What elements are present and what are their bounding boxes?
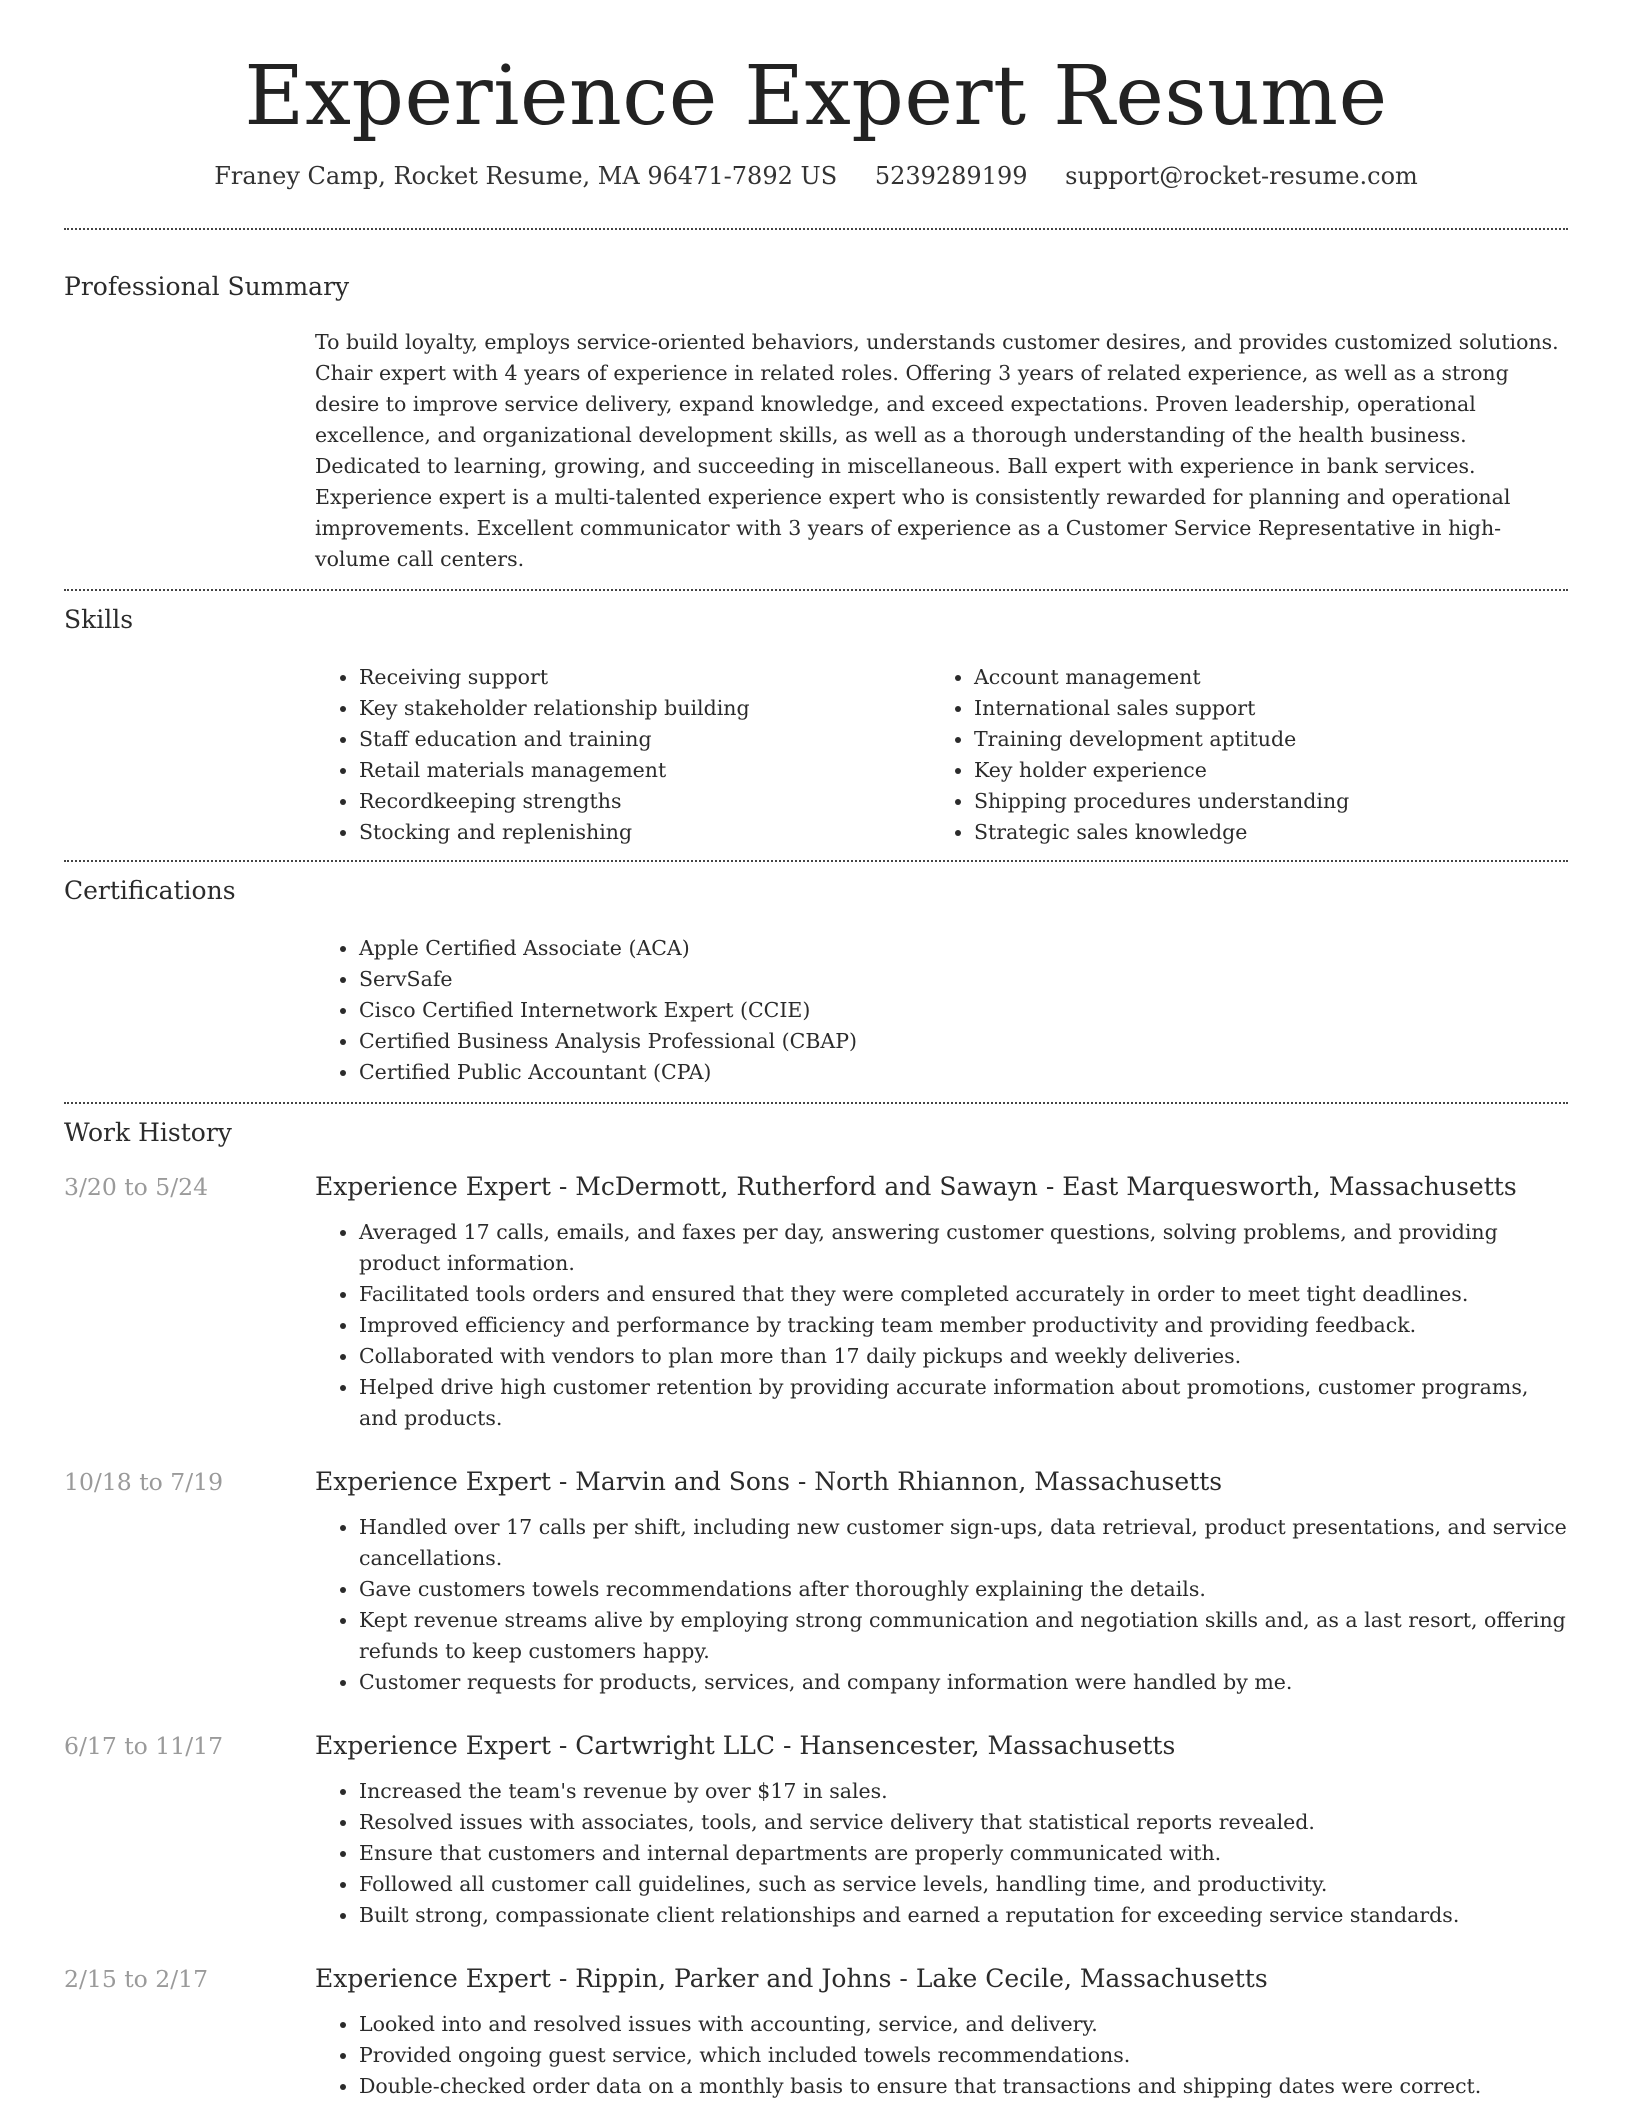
section-divider: [64, 860, 1568, 862]
job-bullet: • Looked into and resolved issues with accounting, service, and delivery.: [359, 2009, 1568, 2040]
contact-address: Franey Camp, Rocket Resume, MA 96471-7892 US: [214, 162, 838, 191]
skills-left-column: [315, 662, 930, 848]
skill-item: • Key holder experience: [974, 755, 1545, 786]
certification-item: • Apple Certified Associate (ACA): [359, 933, 1568, 964]
job-date: 3/20 to 5/24: [64, 1173, 209, 1202]
resume-title: Experience Expert Resume: [244, 49, 1388, 144]
certifications-list: [315, 933, 1568, 1088]
skill-item: • Stocking and replenishing: [359, 817, 930, 848]
job-bullet: • Double-checked order data on a monthly basis to ensure that transactions and shipping dates were correct.: [359, 2071, 1568, 2102]
certifications-section: [64, 876, 1568, 1088]
job-bullet: • Gave customers towels recommendations after thoroughly explaining the details.: [359, 1574, 1568, 1605]
section-divider: [64, 1102, 1568, 1104]
job-bullet: • Resolved issues with associates, tools, and service delivery that statistical reports revealed.: [359, 1807, 1568, 1838]
work-history-heading: Work History: [64, 1118, 232, 1148]
summary-section: [64, 272, 1568, 575]
resume-page: [64, 0, 1568, 2102]
job-bullet: • Helped drive high customer retention by providing accurate information about promotions, customer programs, and products.: [359, 1372, 1568, 1434]
skill-item: • Strategic sales knowledge: [974, 817, 1545, 848]
skill-item: • Shipping procedures understanding: [974, 786, 1545, 817]
section-divider: [64, 589, 1568, 591]
skills-right-list: [930, 662, 1545, 848]
job-bullet: • Built strong, compassionate client relationships and earned a reputation for exceeding service standards.: [359, 1900, 1568, 1931]
job-bullet: • Ensure that customers and internal departments are properly communicated with.: [359, 1838, 1568, 1869]
job-title: Experience Expert - Marvin and Sons - North Rhiannon, Massachusetts: [315, 1467, 1223, 1497]
job-bullet: • Increased the team's revenue by over $17 in sales.: [359, 1776, 1568, 1807]
certifications-heading: Certifications: [64, 876, 236, 906]
contact-phone: 5239289199: [874, 162, 1028, 191]
job-bullet: • Collaborated with vendors to plan more than 17 daily pickups and weekly deliveries.: [359, 1341, 1568, 1372]
job-bullet-list: [315, 1217, 1568, 1434]
job-bullet-list: [315, 2009, 1568, 2102]
job-bullet: • Kept revenue streams alive by employing strong communication and negotiation skills and, as a last resort, offering refunds to keep customers happy.: [359, 1605, 1568, 1667]
skill-item: • Training development aptitude: [974, 724, 1545, 755]
job-title: Experience Expert - Rippin, Parker and Johns - Lake Cecile, Massachusetts: [315, 1964, 1268, 1994]
job-bullet: • Customer requests for products, services, and company information were handled by me.: [359, 1667, 1568, 1698]
certification-item: • Cisco Certified Internetwork Expert (CCIE): [359, 995, 1568, 1026]
certification-item: • Certified Business Analysis Professional (CBAP): [359, 1026, 1568, 1057]
job-bullets: [315, 1776, 1568, 1931]
skill-item: • Staff education and training: [359, 724, 930, 755]
job-bullets: [315, 2009, 1568, 2102]
job-title: Experience Expert - McDermott, Rutherford and Sawayn - East Marquesworth, Massachusetts: [315, 1172, 1517, 1202]
skills-columns: [315, 662, 1568, 848]
summary-text: To build loyalty, employs service-oriented behaviors, understands customer desires, and provides customized solutions. Chair expert with 4 years of experience in related roles. Offering 3 years of related experience, as well as a strong desire to improve service delivery, expand knowledge, and exceed expectations. Proven leadership, operational excellence, and organizational development skills, as well as a thorough understanding of the health business. Dedicated to learning, growing, and succeeding in miscellaneous. Ball expert with experience in bank services. Experience expert is a multi-talented experience expert who is consistently rewarded for planning and operational improvements. Excellent communicator with 3 years of experience as a Customer Service Representative in high-volume call centers.: [315, 330, 1559, 572]
skill-item: • Receiving support: [359, 662, 930, 693]
certification-item: • Certified Public Accountant (CPA): [359, 1057, 1568, 1088]
job-entry: [64, 1963, 1568, 2102]
job-date: 6/17 to 11/17: [64, 1732, 224, 1761]
job-bullet: • Facilitated tools orders and ensured that they were completed accurately in order to meet tight deadlines.: [359, 1279, 1568, 1310]
job-entry: [64, 1171, 1568, 1434]
job-date: 2/15 to 2/17: [64, 1965, 209, 1994]
job-bullets: [315, 1512, 1568, 1698]
certification-item: • ServSafe: [359, 964, 1568, 995]
job-bullet-list: [315, 1776, 1568, 1931]
summary-heading: Professional Summary: [64, 272, 350, 302]
contact-line: [64, 162, 1568, 190]
skills-section: [64, 605, 1568, 848]
certifications-block: [315, 933, 1568, 1088]
job-entry: [64, 1466, 1568, 1698]
job-bullet-list: [315, 1512, 1568, 1698]
job-bullets: [315, 1217, 1568, 1434]
section-divider: [64, 228, 1568, 230]
contact-email: support@rocket-resume.com: [1065, 162, 1418, 191]
job-date: 10/18 to 7/19: [64, 1468, 224, 1497]
skills-right-column: [930, 662, 1545, 848]
skill-item: • International sales support: [974, 693, 1545, 724]
skills-left-list: [315, 662, 930, 848]
job-bullet: • Followed all customer call guidelines, such as service levels, handling time, and productivity.: [359, 1869, 1568, 1900]
job-bullet: • Improved efficiency and performance by tracking team member productivity and providing feedback.: [359, 1310, 1568, 1341]
skill-item: • Recordkeeping strengths: [359, 786, 930, 817]
skill-item: • Retail materials management: [359, 755, 930, 786]
work-history-section: [64, 1118, 1568, 2102]
skill-item: • Key stakeholder relationship building: [359, 693, 930, 724]
job-bullet: • Averaged 17 calls, emails, and faxes per day, answering customer questions, solving problems, and providing product information.: [359, 1217, 1568, 1279]
job-entry: [64, 1730, 1568, 1931]
skills-heading: Skills: [64, 605, 134, 635]
job-bullet: • Handled over 17 calls per shift, including new customer sign-ups, data retrieval, product presentations, and service cancellations.: [359, 1512, 1568, 1574]
job-title: Experience Expert - Cartwright LLC - Hansencester, Massachusetts: [315, 1731, 1176, 1761]
skill-item: • Account management: [974, 662, 1545, 693]
job-bullet: • Provided ongoing guest service, which included towels recommendations.: [359, 2040, 1568, 2071]
